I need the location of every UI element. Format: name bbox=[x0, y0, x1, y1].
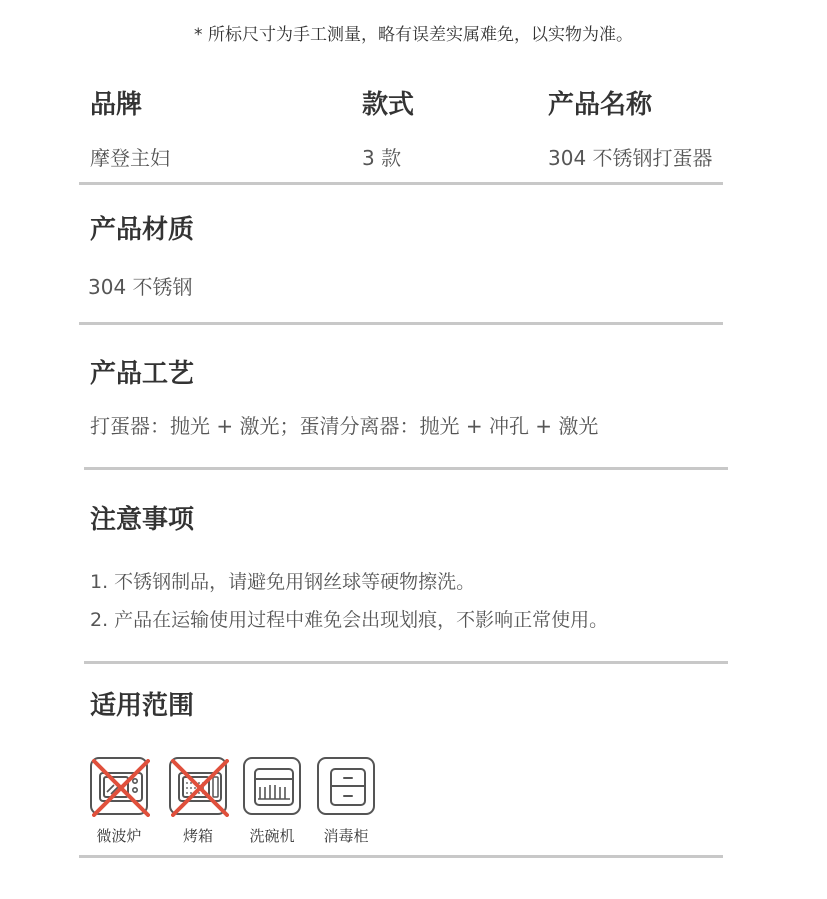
divider bbox=[79, 322, 723, 325]
sterilizer-cabinet-icon bbox=[317, 757, 375, 815]
style-value: 3 款 bbox=[362, 146, 402, 170]
prohibited-cross-icon bbox=[92, 759, 150, 817]
note-item: 1. 不锈钢制品，请避免用钢丝球等硬物擦洗。 bbox=[90, 571, 476, 593]
notes-label: 注意事项 bbox=[90, 505, 195, 535]
usage-item-microwave bbox=[87, 757, 151, 846]
usage-item-label: 烤箱 bbox=[182, 827, 213, 845]
material-label: 产品材质 bbox=[90, 215, 195, 245]
usage-item-label: 微波炉 bbox=[96, 827, 142, 845]
measurement-note: * 所标尺寸为手工测量，略有误差实属难免，以实物为准。 bbox=[194, 25, 633, 45]
brand-value: 摩登主妇 bbox=[90, 146, 170, 170]
microwave-icon bbox=[90, 757, 148, 815]
dishwasher-icon bbox=[243, 757, 301, 815]
product-name-label: 产品名称 bbox=[548, 90, 653, 120]
style-label: 款式 bbox=[362, 90, 415, 120]
divider bbox=[84, 661, 728, 664]
usage-item-label: 洗碗机 bbox=[249, 827, 295, 845]
divider bbox=[79, 182, 723, 185]
usage-label: 适用范围 bbox=[90, 691, 195, 721]
material-value: 304 不锈钢 bbox=[88, 275, 193, 299]
craft-label: 产品工艺 bbox=[90, 359, 195, 389]
product-name-value: 304 不锈钢打蛋器 bbox=[548, 146, 713, 170]
prohibited-cross-icon bbox=[171, 759, 229, 817]
divider bbox=[84, 467, 728, 470]
oven-icon bbox=[169, 757, 227, 815]
brand-label: 品牌 bbox=[90, 90, 143, 120]
usage-item-dishwasher bbox=[240, 757, 304, 846]
usage-item-label: 消毒柜 bbox=[323, 827, 369, 845]
usage-item-oven bbox=[166, 757, 230, 846]
usage-item-sterilizer-cabinet bbox=[314, 757, 378, 846]
divider bbox=[79, 855, 723, 858]
note-item: 2. 产品在运输使用过程中难免会出现划痕，不影响正常使用。 bbox=[90, 609, 609, 631]
craft-value: 打蛋器：抛光 + 激光；蛋清分离器：抛光 + 冲孔 + 激光 bbox=[90, 414, 599, 438]
